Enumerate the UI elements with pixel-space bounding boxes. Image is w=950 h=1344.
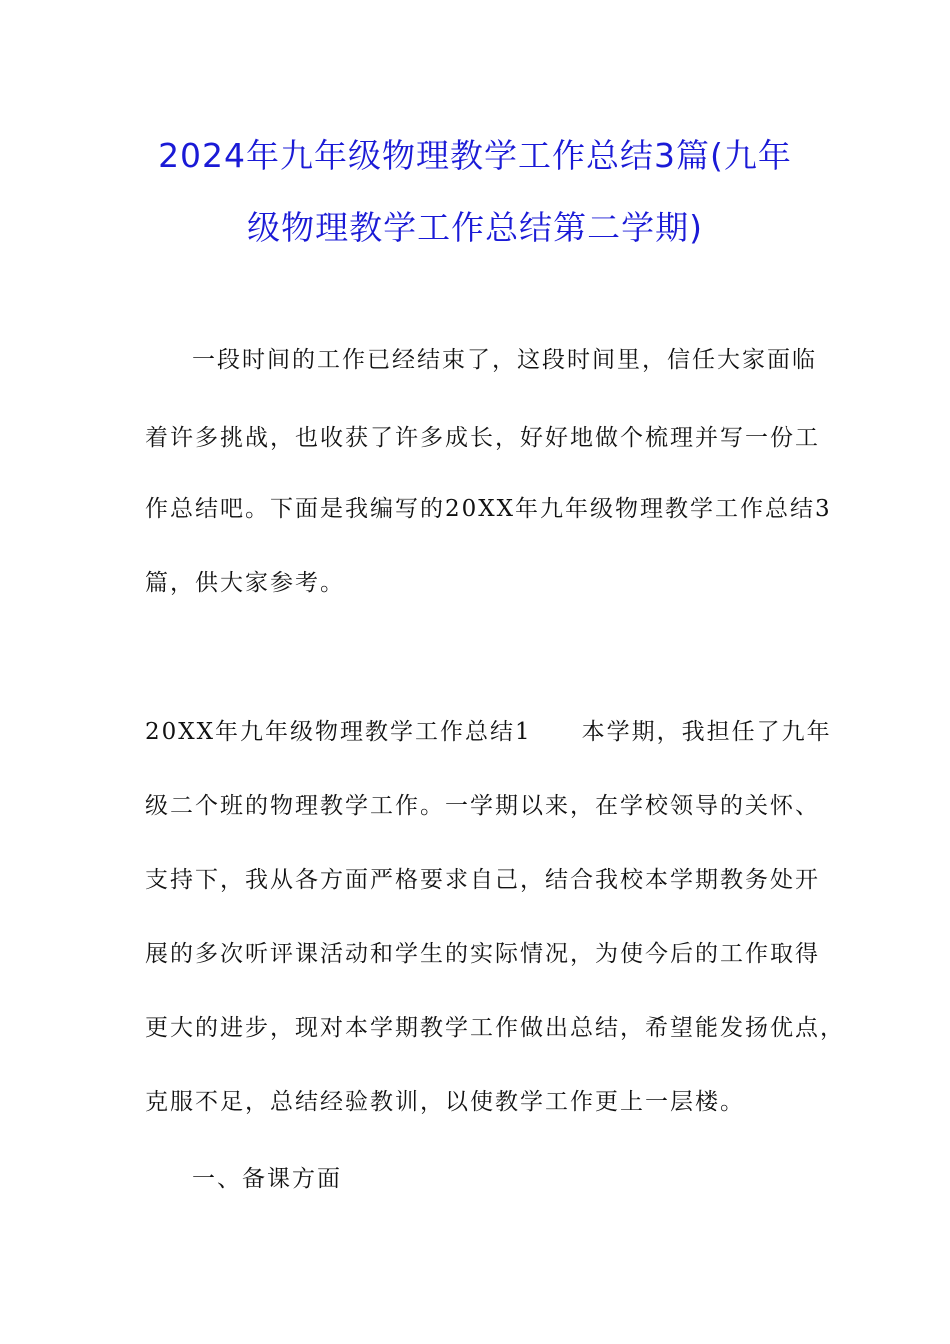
document-title-line-1: 2024年九年级物理教学工作总结3篇(九年 (158, 136, 792, 175)
intro-paragraph-line: 一段时间的工作已经结束了，这段时间里，信任大家面临 (192, 347, 817, 373)
section1-paragraph-line: 克服不足，总结经验教训，以使教学工作更上一层楼。 (145, 1089, 745, 1115)
document-title-line-2: 级物理教学工作总结第二学期) (247, 208, 703, 247)
intro-paragraph-line: 着许多挑战，也收获了许多成长，好好地做个梳理并写一份工 (145, 425, 820, 451)
section1-paragraph-line: 20XX年九年级物理教学工作总结1 本学期，我担任了九年 (145, 719, 832, 745)
section1-paragraph-line: 级二个班的物理教学工作。一学期以来，在学校领导的关怀、 (145, 793, 820, 819)
section1-paragraph-line: 支持下，我从各方面严格要求自己，结合我校本学期教务处开 (145, 867, 820, 893)
intro-paragraph-line: 篇，供大家参考。 (145, 570, 345, 596)
section1-paragraph-line: 更大的进步，现对本学期教学工作做出总结，希望能发扬优点， (145, 1015, 845, 1041)
section-subheading: 一、备课方面 (192, 1166, 342, 1192)
section1-paragraph-line: 展的多次听评课活动和学生的实际情况，为使今后的工作取得 (145, 941, 820, 967)
intro-paragraph-line: 作总结吧。下面是我编写的20XX年九年级物理教学工作总结3 (145, 496, 832, 522)
